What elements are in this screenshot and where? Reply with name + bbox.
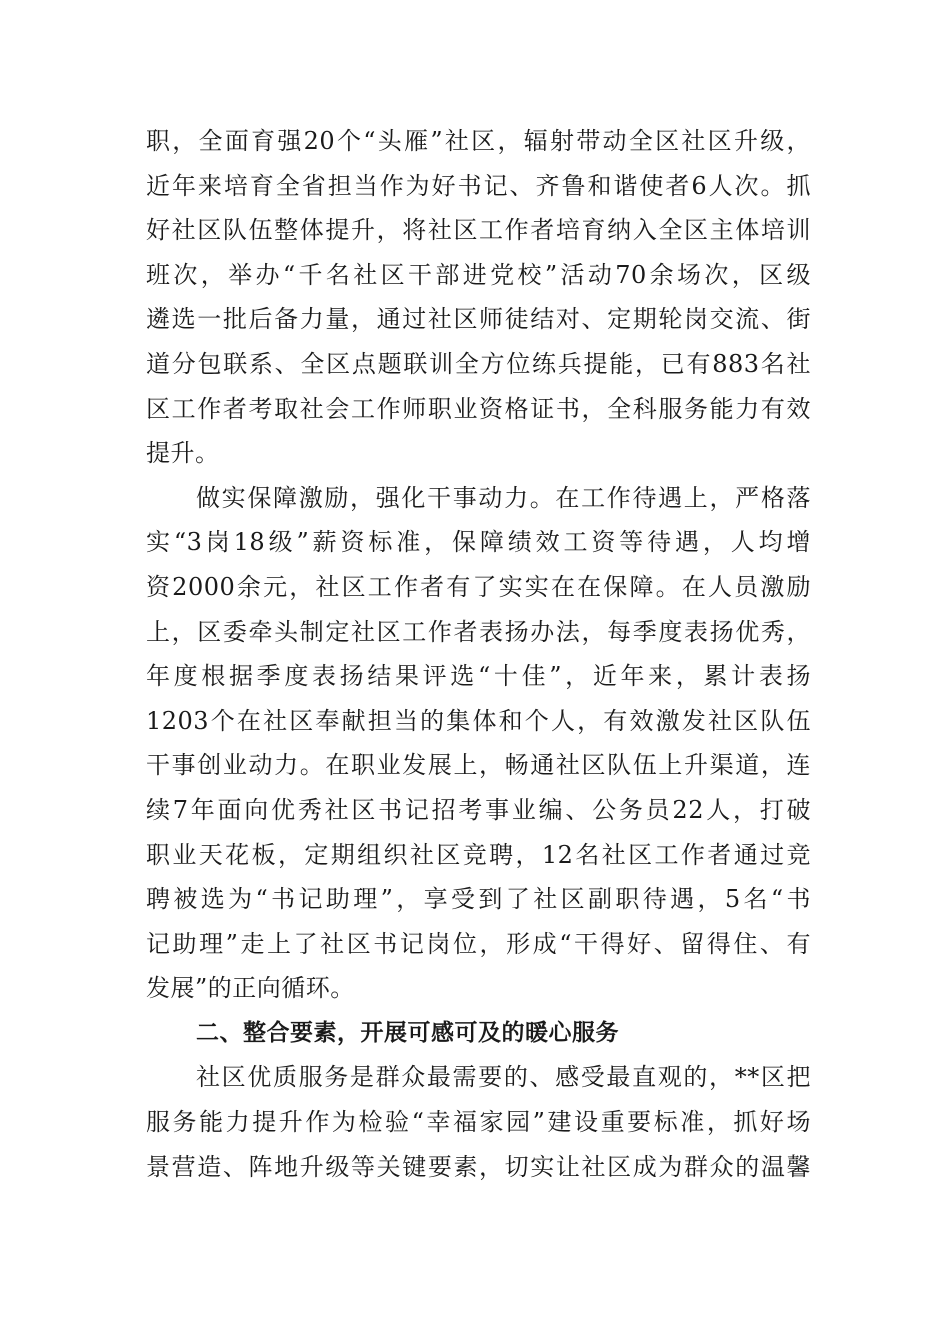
text-line: 景营造、阵地升级等关键要素，切实让社区成为群众的温馨 bbox=[146, 1152, 811, 1181]
text-line: 班次，举办“千名社区干部进党校”活动70余场次，区级 bbox=[146, 260, 811, 289]
text-line: 职，全面育强20个“头雁”社区，辐射带动全区社区升级， bbox=[146, 127, 811, 155]
paragraph-first-line: 做实保障激励，强化干事动力。在工作待遇上，严格落 bbox=[196, 483, 811, 512]
text-line: 资2000余元，社区工作者有了实实在在保障。在人员激励 bbox=[146, 572, 811, 601]
text-line: 近年来培育全省担当作为好书记、齐鲁和谐使者6人次。抓 bbox=[146, 171, 811, 200]
text-line: 好社区队伍整体提升，将社区工作者培育纳入全区主体培训 bbox=[146, 216, 811, 245]
text-line: 聘被选为“书记助理”，享受到了社区副职待遇，5名“书 bbox=[146, 885, 811, 914]
text-line: 续7年面向优秀社区书记招考事业编、公务员22人，打破 bbox=[146, 795, 811, 824]
text-line: 提升。 bbox=[146, 439, 220, 468]
paragraph-first-line: 社区优质服务是群众最需要的、感受最直观的，**区把 bbox=[196, 1063, 811, 1092]
text-line: 年度根据季度表扬结果评选“十佳”，近年来，累计表扬 bbox=[146, 662, 811, 691]
text-line: 区工作者考取社会工作师职业资格证书，全科服务能力有效 bbox=[146, 394, 811, 423]
text-line: 发展”的正向循环。 bbox=[146, 974, 355, 1003]
section-heading: 二、整合要素，开展可感可及的暖心服务 bbox=[196, 1019, 619, 1046]
text-line: 1203个在社区奉献担当的集体和个人，有效激发社区队伍 bbox=[146, 706, 811, 735]
text-line: 道分包联系、全区点题联训全方位练兵提能，已有883名社 bbox=[146, 349, 811, 378]
text-line: 记助理”走上了社区书记岗位，形成“干得好、留得住、有 bbox=[146, 929, 811, 958]
document-body bbox=[146, 119, 811, 1189]
text-line: 遴选一批后备力量，通过社区师徒结对、定期轮岗交流、街 bbox=[146, 305, 811, 334]
text-line: 干事创业动力。在职业发展上，畅通社区队伍上升渠道，连 bbox=[146, 751, 811, 780]
text-line: 服务能力提升作为检验“幸福家园”建设重要标准，抓好场 bbox=[146, 1108, 811, 1137]
text-line: 实“3岗18级”薪资标准，保障绩效工资等待遇，人均增 bbox=[146, 528, 811, 557]
text-line: 上，区委牵头制定社区工作者表扬办法，每季度表扬优秀， bbox=[146, 617, 811, 646]
text-line: 职业天花板，定期组织社区竞聘，12名社区工作者通过竞 bbox=[146, 840, 811, 869]
